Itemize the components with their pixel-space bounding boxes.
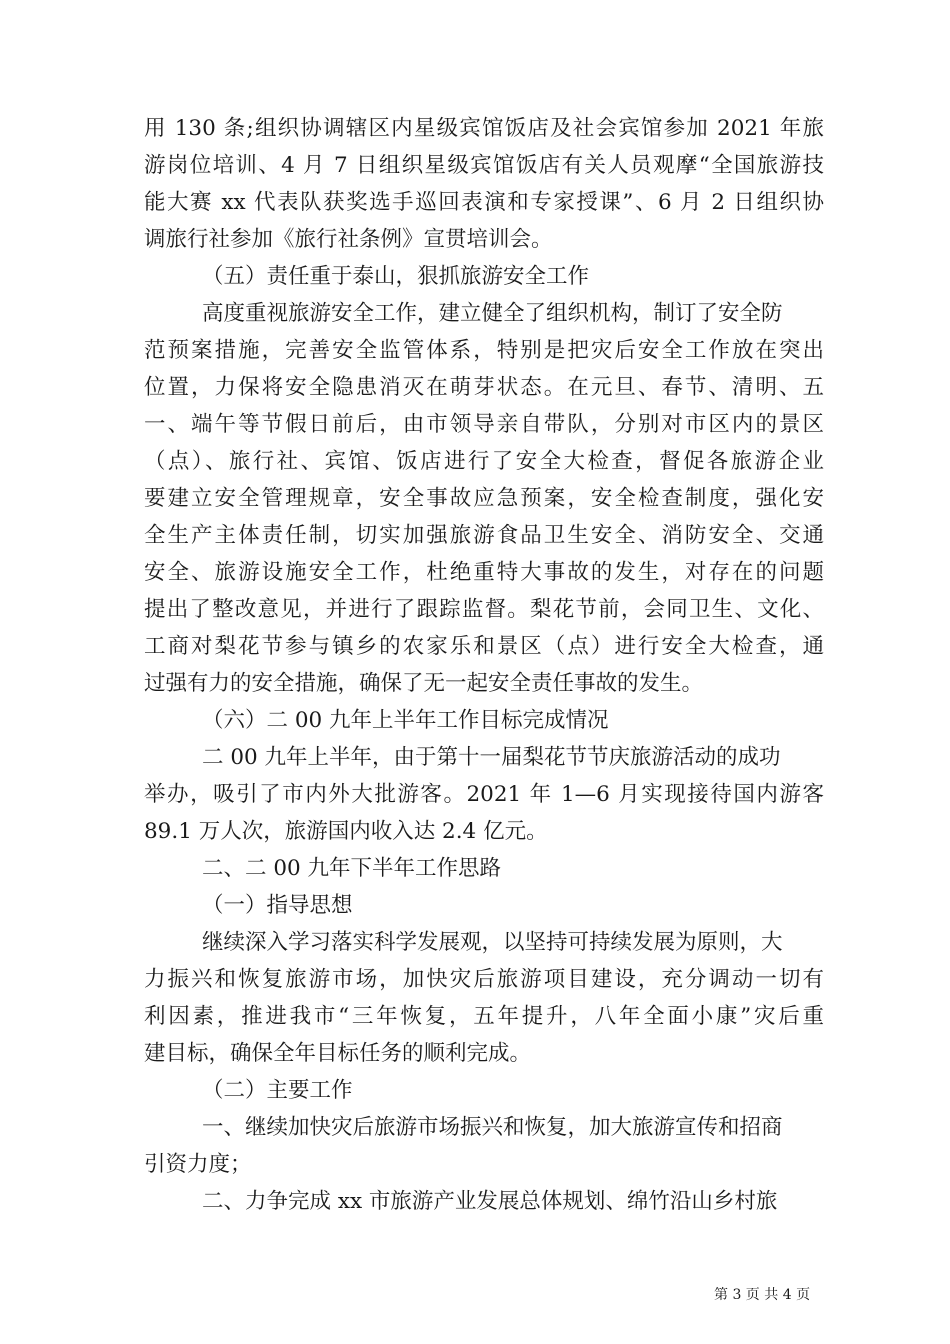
text-line: 位置，力保将安全隐患消灭在萌芽状态。在元旦、春节、清明、五 — [144, 375, 824, 400]
text-line: 范预案措施，完善安全监管体系，特别是把灾后安全工作放在突出 — [144, 338, 824, 363]
text-line: 过强有力的安全措施，确保了无一起安全责任事故的发生。 — [144, 671, 704, 696]
section-heading: （二）主要工作 — [202, 1078, 353, 1103]
text-line: 一、端午等节假日前后，由市领导亲自带队，分别对市区内的景区 — [144, 412, 824, 437]
text-line: 用 130 条;组织协调辖区内星级宾馆饭店及社会宾馆参加 2021 年旅 — [144, 116, 824, 141]
text-line: 能大赛 xx 代表队获奖选手巡回表演和专家授课”、6 月 2 日组织协 — [144, 190, 824, 215]
text-line: 利因素，推进我市“三年恢复，五年提升，八年全面小康”灾后重 — [144, 1004, 824, 1029]
text-line: 游岗位培训、4 月 7 日组织星级宾馆饭店有关人员观摩“全国旅游技 — [144, 153, 824, 178]
text-line: 安全、旅游设施安全工作，杜绝重特大事故的发生，对存在的问题 — [144, 560, 824, 585]
text-line: 工商对梨花节参与镇乡的农家乐和景区（点）进行安全大检查，通 — [144, 634, 824, 659]
text-line: 建目标，确保全年目标任务的顺利完成。 — [144, 1041, 532, 1066]
section-heading: 二、二 00 九年下半年工作思路 — [202, 856, 502, 881]
section-heading: （六）二 00 九年上半年工作目标完成情况 — [202, 708, 609, 733]
document-body — [144, 110, 824, 1220]
text-line: 二、力争完成 xx 市旅游产业发展总体规划、绵竹沿山乡村旅 — [202, 1189, 778, 1214]
text-line: 要建立安全管理规章，安全事故应急预案，安全检查制度，强化安 — [144, 486, 824, 511]
text-line: 举办，吸引了市内外大批游客。2021 年 1—6 月实现接待国内游客 — [144, 782, 824, 807]
text-line: 引资力度； — [144, 1152, 252, 1177]
text-line: 全生产主体责任制，切实加强旅游食品卫生安全、消防安全、交通 — [144, 523, 824, 548]
section-heading: （五）责任重于泰山，狠抓旅游安全工作 — [202, 264, 590, 289]
section-heading: （一）指导思想 — [202, 893, 353, 918]
text-line: 继续深入学习落实科学发展观，以坚持可持续发展为原则，大 — [202, 930, 783, 955]
text-line: （点）、旅行社、宾馆、饭店进行了安全大检查，督促各旅游企业 — [144, 449, 824, 474]
text-line: 调旅行社参加《旅行社条例》宣贯培训会。 — [144, 227, 553, 252]
text-line: 高度重视旅游安全工作，建立健全了组织机构，制订了安全防 — [202, 301, 783, 326]
text-line: 提出了整改意见，并进行了跟踪监督。梨花节前，会同卫生、文化、 — [144, 597, 824, 622]
text-line: 89.1 万人次，旅游国内收入达 2.4 亿元。 — [144, 819, 548, 844]
text-line: 力振兴和恢复旅游市场，加快灾后旅游项目建设，充分调动一切有 — [144, 967, 824, 992]
text-line: 一、继续加快灾后旅游市场振兴和恢复，加大旅游宣传和招商 — [202, 1115, 783, 1140]
text-line: 二 00 九年上半年，由于第十一届梨花节节庆旅游活动的成功 — [202, 745, 781, 770]
page-number: 第 3 页 共 4 页 — [714, 1287, 811, 1303]
